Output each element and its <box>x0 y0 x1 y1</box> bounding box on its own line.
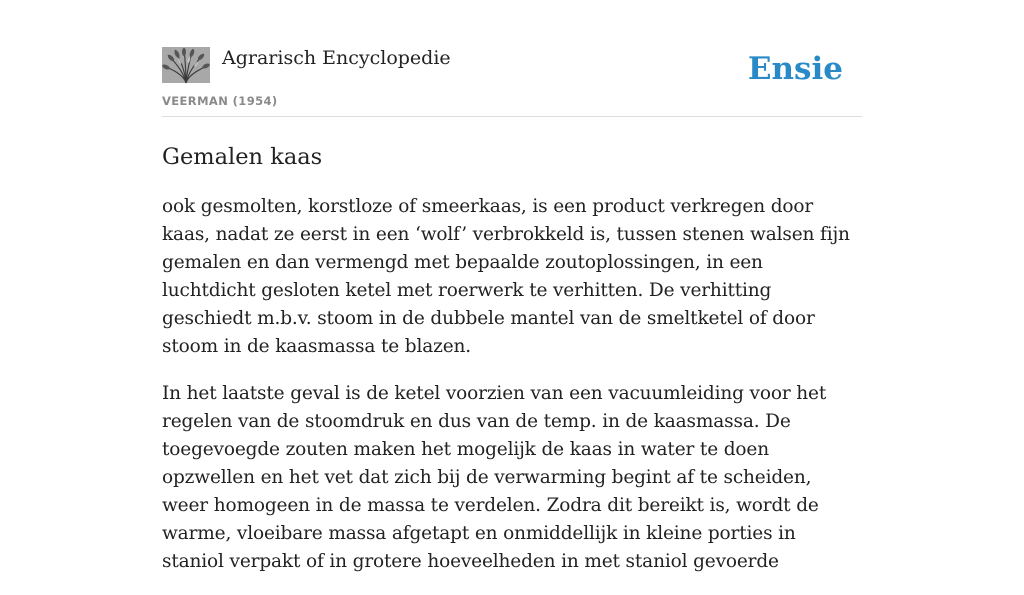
page <box>162 0 862 595</box>
author-year-byline[interactable]: VEERMAN (1954) <box>162 94 278 108</box>
page-header <box>162 0 862 117</box>
entry-paragraph: ook gesmolten, korstloze of smeerkaas, is een product verkregen door kaas, nadat ze eerst in een ‘wolf’ verbrokkeld is, tussen stenen walsen fijn gemalen en dan vermengd met bepaalde zoutoplossingen, in een luchtdicht gesloten ketel met roerwerk te verhitten. De verhitting geschiedt m.b.v. stoom in de dubbele mantel van de smeltketel of door stoom in de kaasmassa te blazen. <box>162 196 850 357</box>
entry-paragraph: In het laatste geval is de ketel voorzien van een vacuumleiding voor het regelen van de stoomdruk en dus van de temp. in de kaasmassa. De toegevoegde zouten maken het mogelijk de kaas in water te doen opzwellen en het vet dat zich bij de verwarming begint af te scheiden, weer homogeen in de massa te verdelen. Zodra dit bereikt is, wordt de warme, vloeibare massa afgetapt en onmiddellijk in kleine porties in staniol verpakt of in grotere hoeveelheden in met staniol gevoerde <box>162 383 827 572</box>
ensie-logo[interactable]: Ensie <box>747 51 843 87</box>
entry-body <box>162 193 862 576</box>
wheat-sheaf-icon[interactable] <box>162 47 210 83</box>
entry-title: Gemalen kaas <box>162 144 323 170</box>
book-title[interactable]: Agrarisch Encyclopedie <box>222 47 451 69</box>
